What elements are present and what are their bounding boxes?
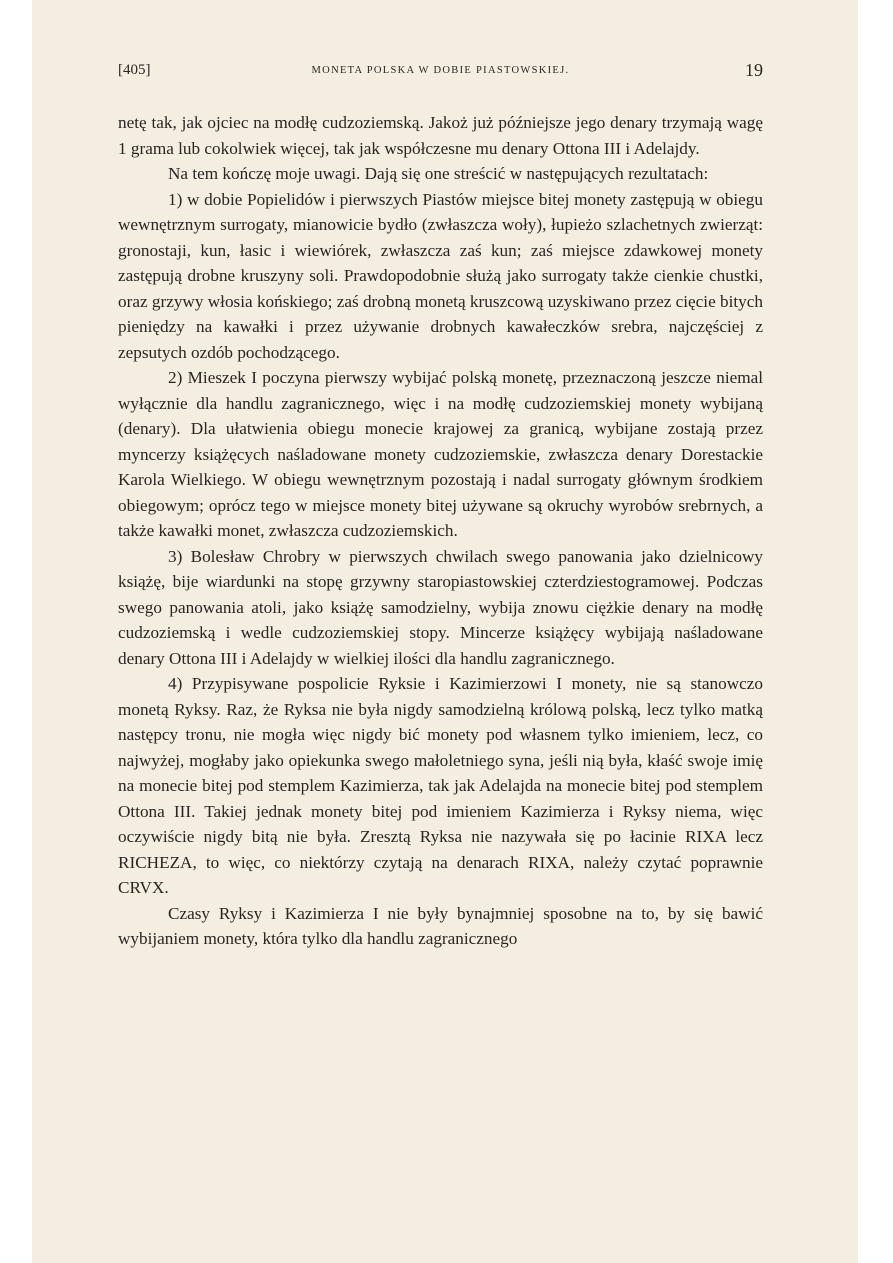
paragraph-conclusion-intro: Na tem kończę moje uwagi. Dają się one streścić w następujących rezultatach: — [168, 164, 709, 183]
paragraph-point-3: 3) Bolesław Chrobry w pierwszych chwilach swego panowania jako dzielnicowy książę, bije wiardunki na stopę grzywny staropiastowskiej czterdziestogramowej. Podczas swego panowania atoli, jako książę samodzielny, wybija znowu ciężkie denary na modłę cudzoziemską i wedle cudzoziemskiej stopy. Mincerze książęcy wybijają naśladowane denary Ottona III i Adelajdy w wielkiej ilości dla handlu zagranicznego. — [118, 546, 763, 668]
paragraph-final: Czasy Ryksy i Kazimierza I nie były bynajmniej sposobne na to, by się bawić wybijaniem monety, która tylko dla handlu zagranicznego — [118, 903, 763, 948]
paragraph-continuation: netę tak, jak ojciec na modłę cudzoziemską. Jakoż już późniejsze jego denary trzymają wagę 1 grama lub cokolwiek więcej, tak jak współczesne mu denary Ottona III i Adelajdy. — [118, 113, 763, 158]
page-number: 19 — [745, 60, 763, 80]
paragraph-point-2: 2) Mieszek I poczyna pierwszy wybijać polską monetę, przeznaczoną jeszcze niemal wyłącznie dla handlu zagranicznego, więc i na modłę cudzoziemskiej monety wybijaną (denary). Dla ułatwienia obiegu monecie krajowej za granicą, wybijane zostają przez myncerzy książęcych naśladowane monety cudzoziemskie, zwłaszcza denary Dorestackie Karola Wielkiego. W obiegu wewnętrznym pozostają i nadal surrogaty głównym środkiem obiegowym; oprócz tego w miejsce monety bitej używane są okruchy wyrobów srebrnych, a także kawałki monet, zwłaszcza cudzoziemskich. — [118, 368, 763, 540]
body-text — [118, 110, 763, 952]
page-reference: [405] — [118, 62, 151, 78]
paragraph-point-4: 4) Przypisywane pospolicie Ryksie i Kazimierzowi I monety, nie są stanowczo monetą Ryksy. Raz, że Ryksa nie była nigdy samodzielną królową polską, lecz tylko matką następcy tronu, nie mogła więc nigdy bić monety pod własnem tylko imieniem, lecz, co najwyżej, mogłaby jako opiekunka swego małoletniego syna, jeśli nią była, kłaść swoje imię na monecie bitej pod stemplem Kazimierza, tak jak Adelajda na monecie bitej pod stemplem Ottona III. Takiej jednak monety bitej pod imieniem Kazimierza i Ryksy niema, więc oczywiście nigdy bitą nie była. Zresztą Ryksa nie nazywała się po łacinie RIXA lecz RICHEZA, to więc, co niektórzy czytają na denarach RIXA, należy czytać poprawnie CRVX. — [118, 674, 763, 897]
running-title: MONETA POLSKA W DOBIE PIASTOWSKIEJ. — [311, 65, 570, 76]
page-header — [118, 60, 763, 82]
paragraph-point-1: 1) w dobie Popielidów i pierwszych Piastów miejsce bitej monety zastępują w obiegu wewnętrznym surrogaty, mianowicie bydło (zwłaszcza woły), łupieżo szlachetnych zwierząt: gronostaji, kun, łasic i wiewiórek, zwłaszcza zaś kun; zaś miejsce zdawkowej monety zastępują drobne kruszyny soli. Prawdopodobnie służą jako surrogaty także cienkie chustki, oraz grzywy włosia końskiego; zaś drobną monetą kruszcową uzyskiwano przez cięcie bitych pieniędzy na kawałki i przez używanie drobnych kawałeczków srebra, najczęściej z zepsutych ozdób pochodzącego. — [118, 189, 763, 362]
